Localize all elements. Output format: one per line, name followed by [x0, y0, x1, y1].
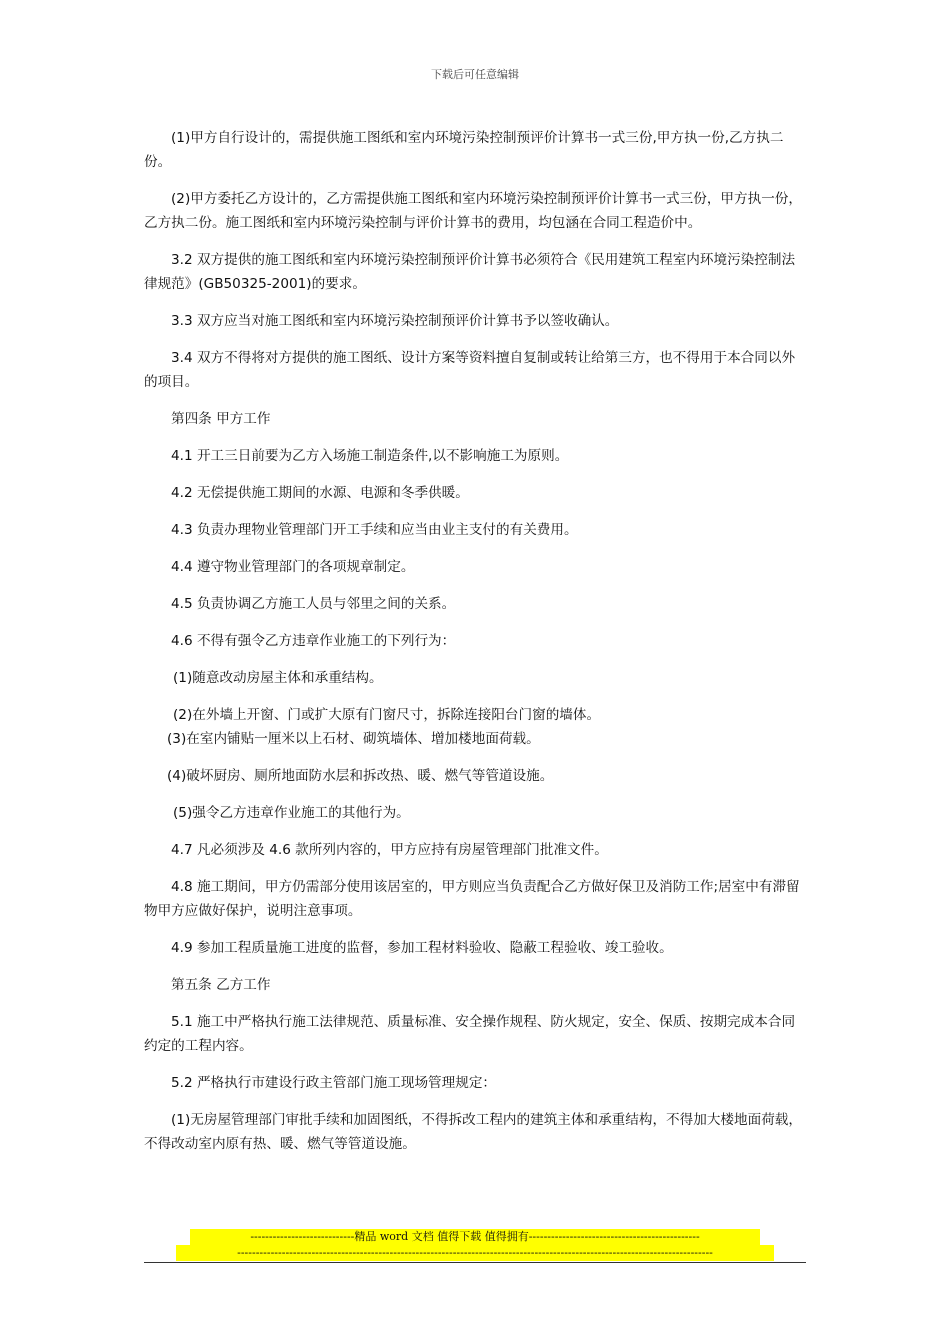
paragraph-3-2: 3.2 双方提供的施工图纸和室内环境污染控制预评价计算书必须符合《民用建筑工程室内环境污染控制法律规范》(GB50325-2001)的要求。 — [144, 252, 796, 292]
paragraph-3-4: 3.4 双方不得将对方提供的施工图纸、设计方案等资料擅自复制或转让给第三方，也不得用于本合同以外的项目。 — [144, 350, 796, 390]
footer-divider — [144, 1262, 806, 1263]
section-heading-4: 第四条 甲方工作 — [171, 411, 271, 427]
section-heading-5: 第五条 乙方工作 — [171, 977, 271, 993]
paragraph-5-1: 5.1 施工中严格执行施工法律规范、质量标准、安全操作规程、防火规定，安全、保质、按期完成本合同约定的工程内容。 — [144, 1014, 796, 1054]
list-item-4-6-3: (3)在室内铺贴一厘米以上石材、砌筑墙体、增加楼地面荷载。 — [167, 731, 540, 747]
page-header: 下载后可任意编辑 — [431, 68, 519, 81]
footer-banner-line-2: -------------------------------------------------------------------------------------------------------------------------------- — [176, 1245, 774, 1261]
list-item-4-6-1: (1)随意改动房屋主体和承重结构。 — [173, 670, 383, 686]
paragraph-5-2-1: (1)无房屋管理部门审批手续和加固图纸，不得拆改工程内的建筑主体和承重结构，不得加大楼地面荷载，不得改动室内原有热、暖、燃气等管道设施。 — [144, 1112, 802, 1152]
paragraph-3-1-2: (2)甲方委托乙方设计的，乙方需提供施工图纸和室内环境污染控制预评价计算书一式三份，甲方执一份，乙方执二份。施工图纸和室内环境污染控制与评价计算书的费用，均包涵在合同工程造价中。 — [144, 191, 802, 231]
paragraph-3-1-1: (1)甲方自行设计的，需提供施工图纸和室内环境污染控制预评价计算书一式三份,甲方执一份,乙方执二份。 — [144, 130, 784, 170]
paragraph-4-9: 4.9 参加工程质量施工进度的监督，参加工程材料验收、隐蔽工程验收、竣工验收。 — [171, 940, 673, 956]
paragraph-4-3: 4.3 负责办理物业管理部门开工手续和应当由业主支付的有关费用。 — [171, 522, 578, 538]
paragraph-3-3: 3.3 双方应当对施工图纸和室内环境污染控制预评价计算书予以签收确认。 — [171, 313, 619, 329]
footer-banner-line-1: ----------------------------精品 word 文档 值得下载 值得拥有---------------------------------------------- — [190, 1229, 760, 1245]
paragraph-4-5: 4.5 负责协调乙方施工人员与邻里之间的关系。 — [171, 596, 456, 612]
list-item-4-6-5: (5)强令乙方违章作业施工的其他行为。 — [173, 805, 410, 821]
paragraph-5-2: 5.2 严格执行市建设行政主管部门施工现场管理规定： — [171, 1075, 497, 1091]
document-body — [144, 126, 806, 1169]
paragraph-4-7: 4.7 凡必须涉及 4.6 款所列内容的，甲方应持有房屋管理部门批准文件。 — [171, 842, 608, 858]
list-item-4-6-4: (4)破坏厨房、厕所地面防水层和拆改热、暖、燃气等管道设施。 — [167, 768, 554, 784]
paragraph-4-6: 4.6 不得有强令乙方违章作业施工的下列行为： — [171, 633, 456, 649]
paragraph-4-1: 4.1 开工三日前要为乙方入场施工制造条件,以不影响施工为原则。 — [171, 448, 569, 464]
paragraph-4-2: 4.2 无偿提供施工期间的水源、电源和冬季供暖。 — [171, 485, 469, 501]
paragraph-4-4: 4.4 遵守物业管理部门的各项规章制定。 — [171, 559, 415, 575]
paragraph-4-8: 4.8 施工期间，甲方仍需部分使用该居室的，甲方则应当负责配合乙方做好保卫及消防工作;居室中有滞留物甲方应做好保护，说明注意事项。 — [144, 879, 800, 919]
list-item-4-6-2: (2)在外墙上开窗、门或扩大原有门窗尺寸，拆除连接阳台门窗的墙体。 — [173, 707, 601, 723]
